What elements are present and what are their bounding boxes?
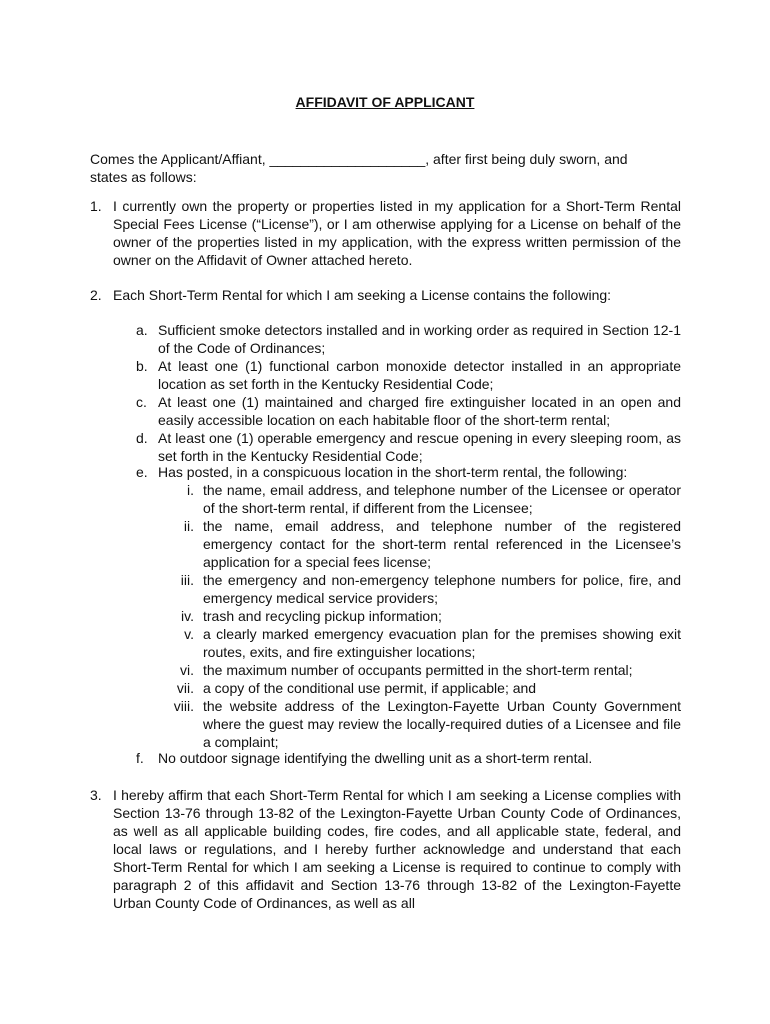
subitem-text: No outdoor signage identifying the dwelling unit as a short-term rental. [158, 750, 593, 766]
intro-paragraph [90, 150, 682, 186]
roman-label: iv. [181, 608, 194, 624]
item-number: 2. [90, 287, 102, 303]
roman-text: the website address of the Lexington-Fayette Urban County Government where the guest may review the locally-required duties of a Licensee and file a complaint; [203, 698, 681, 750]
roman-text: a copy of the conditional use permit, if applicable; and [203, 680, 537, 696]
roman-text: the maximum number of occupants permitted in the short-term rental; [203, 662, 633, 678]
subitem-label: c. [136, 394, 147, 410]
subitem-text: Sufficient smoke detectors installed and in working order as required in Section 12-1 of the Code of Ordinances; [158, 322, 681, 356]
subitem-text: At least one (1) maintained and charged fire extinguisher located in an open and easily accessible location on each habitable floor of the short-term rental; [158, 394, 681, 428]
item-2-text: Each Short-Term Rental for which I am seeking a License contains the following: [113, 287, 612, 303]
item-number: 3. [90, 787, 102, 803]
subitem-label: d. [136, 430, 148, 446]
subitem-label: e. [136, 464, 148, 480]
subitem-text: At least one (1) operable emergency and rescue opening in every sleeping room, as set forth in the Kentucky Residential Code; [158, 430, 681, 464]
roman-label: viii. [173, 698, 194, 714]
roman-label: i. [187, 482, 194, 498]
subitem-label: a. [136, 322, 148, 338]
document-title: AFFIDAVIT OF APPLICANT [295, 94, 475, 110]
item-1-text: I currently own the property or properties listed in my application for a Short-Term Rental Special Fees License (“License”), or I am otherwise applying for a License on behalf of the owner of the properties listed in my application, with the express written permission of the owner on the Affidavit of Owner attached hereto. [113, 198, 681, 268]
subitem-text: At least one (1) functional carbon monoxide detector installed in an appropriate location as set forth in the Kentucky Residential Code; [158, 358, 681, 392]
roman-text: trash and recycling pickup information; [203, 608, 442, 624]
subitem-label: f. [136, 750, 144, 766]
intro-line: Comes the Applicant/Affiant, ____________________, after first being duly sworn, and [90, 151, 628, 167]
roman-text: the name, email address, and telephone number of the registered emergency contact for the short-term rental referenced in the Licensee’s application for a special fees license; [203, 518, 681, 570]
roman-label: ii. [183, 518, 194, 534]
subitem-label: b. [136, 358, 148, 374]
roman-label: v. [184, 626, 194, 642]
roman-label: vi. [180, 662, 194, 678]
item-3-text: I hereby affirm that each Short-Term Rental for which I am seeking a License complies with Section 13-76 through 13-82 of the Lexington-Fayette Urban County Code of Ordinances, as well as all applicable building codes, fire codes, and all applicable state, federal, and local laws or regulations, and I hereby further acknowledge and understand that each Short-Term Rental for which I am seeking a License is required to continue to comply with paragraph 2 of this affidavit and Section 13-76 through 13-82 of the Lexington-Fayette Urban County Code of Ordinances, as well as all [113, 787, 681, 911]
intro-line: states as follows: [90, 169, 197, 185]
roman-text: the emergency and non-emergency telephone numbers for police, fire, and emergency medical service providers; [203, 572, 681, 606]
roman-text: the name, email address, and telephone number of the Licensee or operator of the short-term rental, if different from the Licensee; [203, 482, 681, 516]
roman-text: a clearly marked emergency evacuation plan for the premises showing exit routes, exits, and fire extinguisher locations; [203, 626, 681, 660]
subitem-text: Has posted, in a conspicuous location in the short-term rental, the following: [158, 464, 628, 480]
roman-label: vii. [176, 680, 194, 696]
roman-label: iii. [180, 572, 194, 588]
item-number: 1. [90, 198, 102, 214]
